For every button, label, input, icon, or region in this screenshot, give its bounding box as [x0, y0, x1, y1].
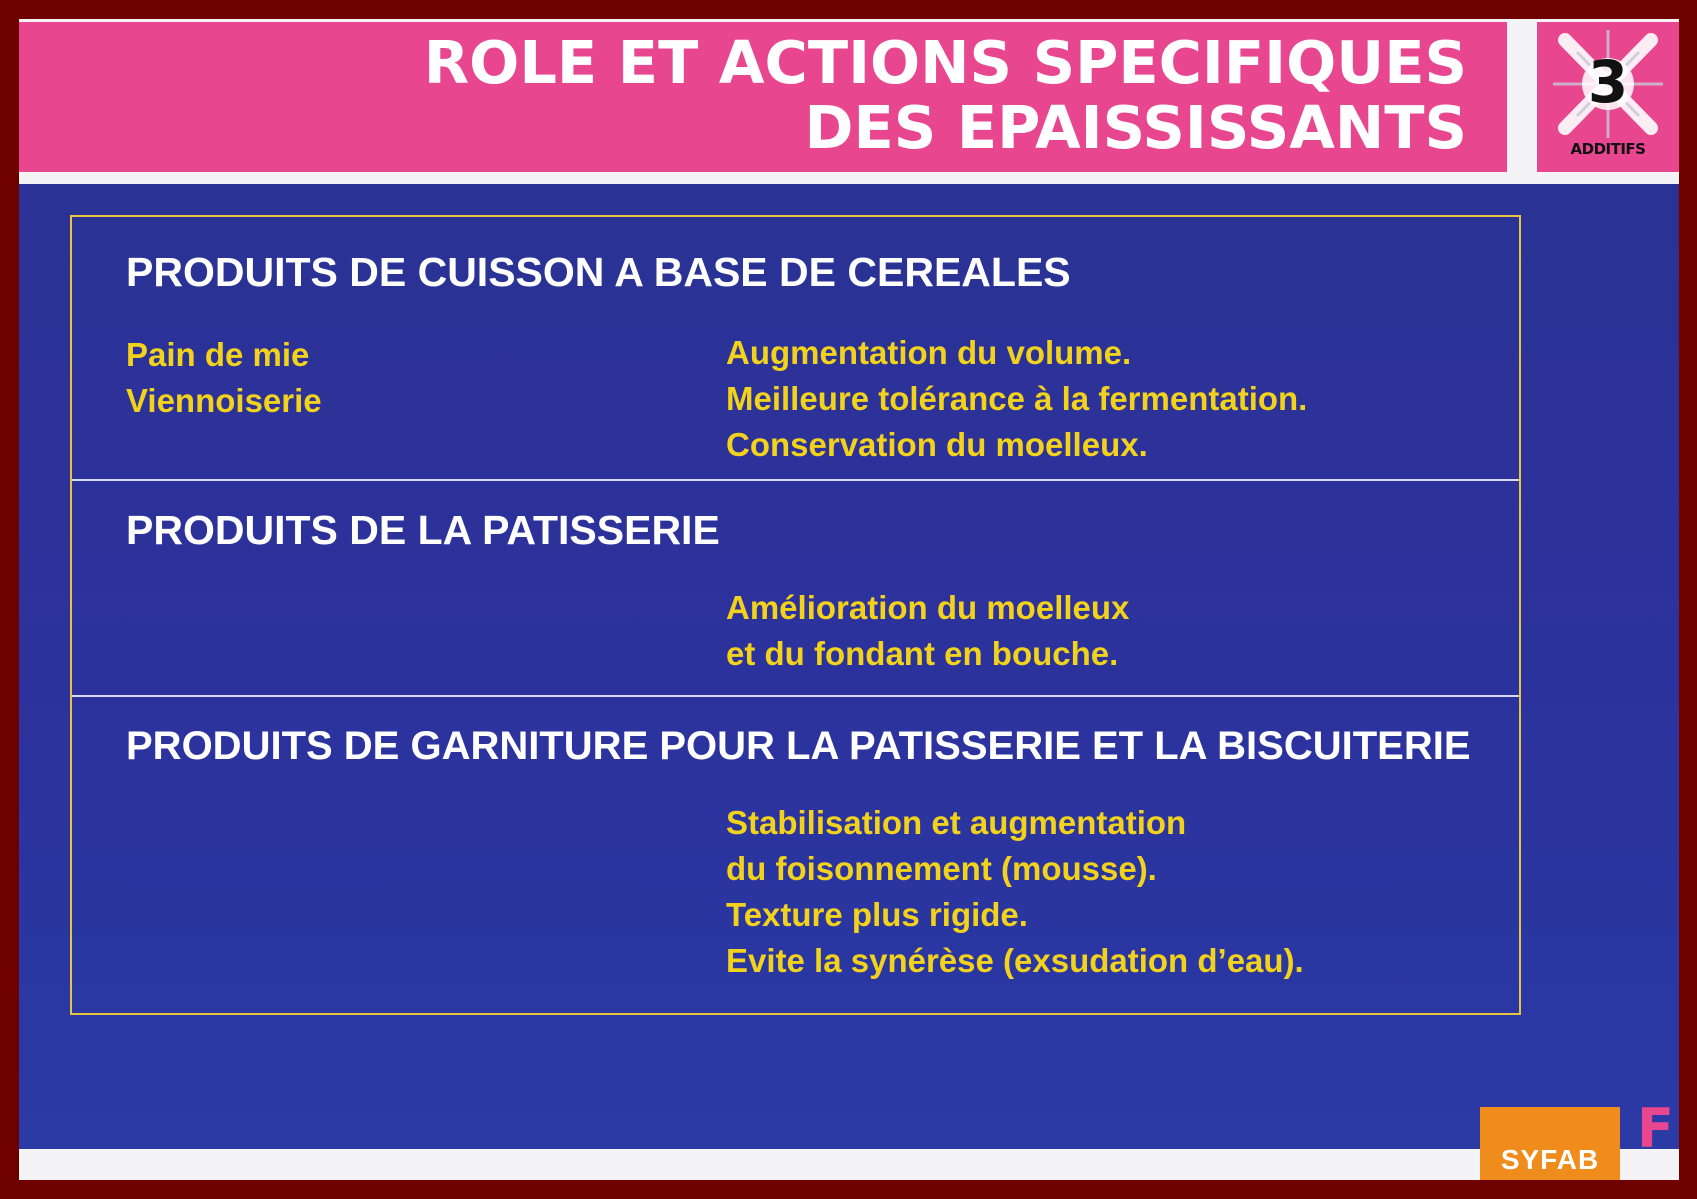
- list-item: Augmentation du volume.: [726, 334, 1132, 371]
- list-item: Evite la synérèse (exsudation d’eau).: [726, 942, 1304, 979]
- section-garniture: [72, 697, 1519, 1013]
- product-list: [126, 332, 322, 424]
- list-item: et du fondant en bouche.: [726, 635, 1119, 672]
- header-band: [19, 22, 1507, 172]
- logo-text: SYFAB: [1500, 1144, 1600, 1175]
- content-frame: [70, 215, 1521, 1015]
- list-item: Meilleure tolérance à la fermentation.: [726, 380, 1308, 417]
- title-line-2: DES EPAISSISSANTS: [804, 93, 1467, 162]
- action-list: [726, 585, 1129, 677]
- list-item: Stabilisation et augmentation: [726, 804, 1187, 841]
- action-list: [726, 800, 1304, 984]
- list-item: Pain de mie: [126, 336, 310, 373]
- corner-letter: F: [1637, 1097, 1674, 1160]
- slide-card: [19, 19, 1679, 1180]
- action-list: [726, 330, 1307, 468]
- section-title: PRODUITS DE LA PATISSERIE: [126, 507, 720, 553]
- category-badge: [1537, 22, 1679, 172]
- title-line-1: ROLE ET ACTIONS SPECIFIQUES: [423, 28, 1467, 97]
- list-item: Viennoiserie: [126, 382, 322, 419]
- list-item: Texture plus rigide.: [726, 896, 1028, 933]
- list-item: Conservation du moelleux.: [726, 426, 1148, 463]
- section-cereales: [72, 217, 1519, 479]
- page-title: [424, 30, 1467, 160]
- syfab-logo: [1480, 1107, 1620, 1180]
- section-title: PRODUITS DE GARNITURE POUR LA PATISSERIE ET LA BISCUITERIE: [126, 724, 1471, 768]
- section-title: PRODUITS DE CUISSON A BASE DE CEREALES: [126, 249, 1071, 295]
- list-item: Amélioration du moelleux: [726, 589, 1130, 626]
- section-patisserie: [72, 481, 1519, 695]
- badge-number: 3: [1587, 48, 1629, 116]
- list-item: du foisonnement (mousse).: [726, 850, 1157, 887]
- badge-label: ADDITIFS: [1570, 140, 1646, 158]
